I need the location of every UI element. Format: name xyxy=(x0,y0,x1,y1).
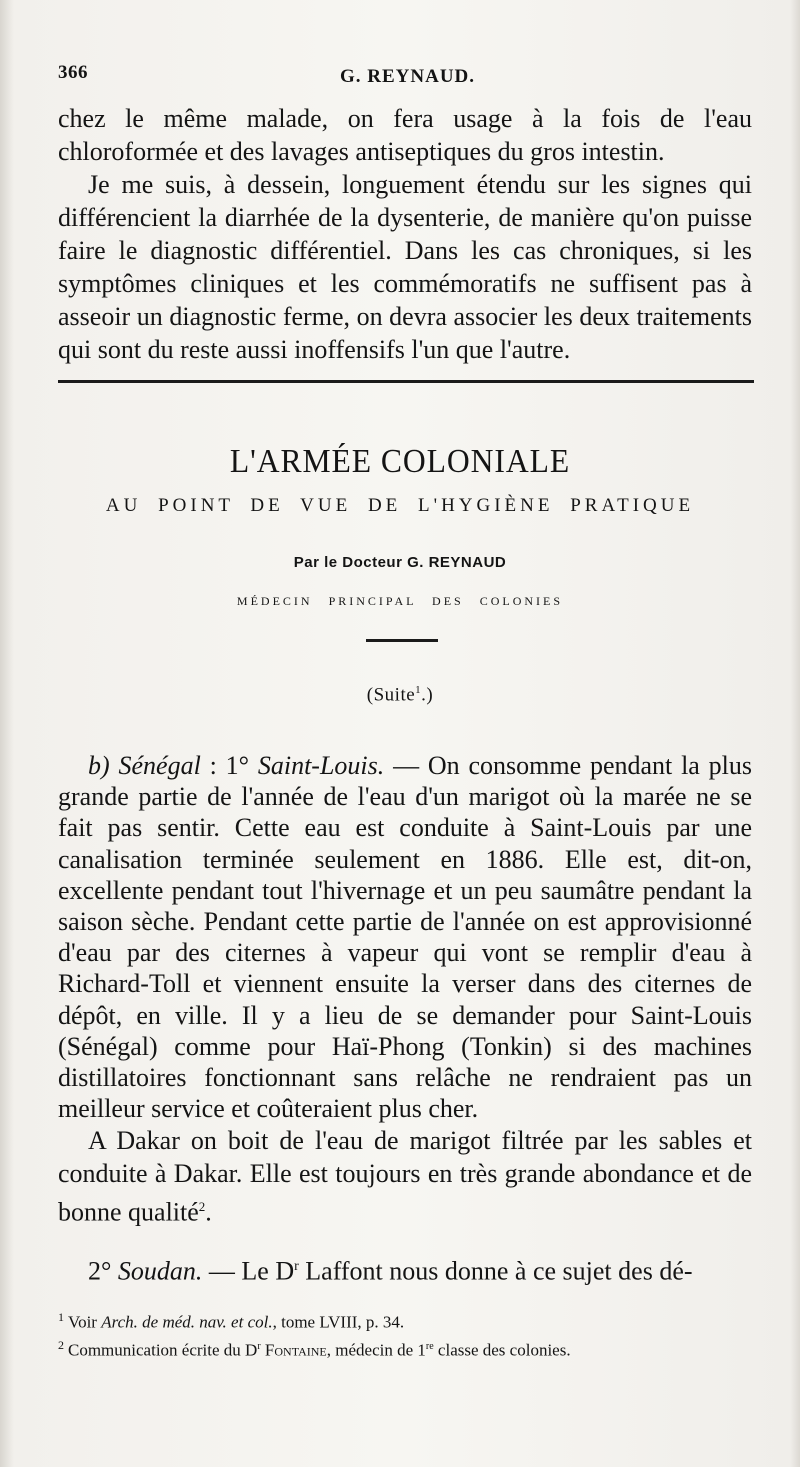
saint-louis-heading: Saint-Louis. xyxy=(257,751,385,780)
footnote-2-prefix: Communication écrite du D xyxy=(68,1340,258,1360)
soudan-body-cont: Laffont nous donne à ce sujet des dé- xyxy=(298,1256,693,1286)
doctor-abbrev-sup: r xyxy=(294,1259,299,1274)
senegal-separator: : 1° xyxy=(200,751,258,780)
dakar-body: A Dakar on boit de l'eau de marigot filtrée par les sables et conduite à Dakar. Elle est toujours en très grande abondance et de bonne qualité xyxy=(58,1126,752,1227)
page-number: 366 xyxy=(58,62,88,83)
author-role: MÉDECIN PRINCIPAL DES COLONIES xyxy=(236,594,564,608)
soudan-body: — Le D xyxy=(202,1256,295,1286)
page-gutter-shadow xyxy=(0,0,14,1467)
suite-footnote-ref: 1 xyxy=(415,684,422,696)
suite-close: .) xyxy=(421,684,434,706)
senegal-heading: Sénégal xyxy=(118,751,201,780)
footnote-2-name: Fontaine xyxy=(264,1340,327,1360)
senegal-body: — On consomme pendant la plus grande partie de l'année de l'eau d'un marigot où la marée ne se fait pas sentir. Cette eau est conduite à Saint-Louis par une canalisation terminée seulement en 1886. Elle est, dit-on, excellente pendant tout l'hivernage et un peu saumâtre pendant la saison sèche. Pendant cette partie de l'année on est approvisionné d'eau par des citernes à vapeur qui vont se remplir d'eau à Richard-Toll et viennent ensuite la verser dans des citernes de dépôt, en ville. Il y a lieu de se demander pour Saint-Louis (Sénégal) comme pour Haï-Phong (Tonkin) si des machines distillatoires fonctionnant sans relâche ne rendraient pas un meilleur service et coûteraient plus cher. xyxy=(58,751,752,1124)
senegal-paragraph xyxy=(58,750,752,1124)
footnote-1-suffix: , tome LVIII, p. 34. xyxy=(272,1312,405,1332)
footnotes xyxy=(58,1306,752,1361)
section-divider xyxy=(58,380,754,383)
dakar-section xyxy=(58,1124,752,1229)
soudan-number: 2° xyxy=(88,1256,112,1286)
continuation-note xyxy=(0,684,800,706)
intro-paragraph-1: chez le même malade, on fera usage à la fois de l'eau chloroformée et des lavages antiseptiques du gros intestin. xyxy=(58,104,752,166)
dakar-footnote-ref: 2 xyxy=(198,1199,206,1214)
footnote-1-label: 1 xyxy=(58,1310,64,1324)
article-subtitle: AU POINT DE VUE DE L'HYGIÈNE PRATIQUE xyxy=(105,495,695,516)
article-title: L'ARMÉE COLONIALE xyxy=(229,443,571,480)
soudan-heading: Soudan. xyxy=(117,1256,203,1286)
footnote-1-journal: Arch. de méd. nav. et col. xyxy=(101,1312,273,1332)
intro-text xyxy=(58,102,752,366)
soudan-section xyxy=(58,1250,752,1288)
footnote-2-suffix: classe des colonies. xyxy=(433,1340,571,1360)
author-line: Par le Docteur G. REYNAUD xyxy=(293,554,507,571)
footnote-2-mid: , médecin de 1 xyxy=(326,1340,426,1360)
dakar-paragraph xyxy=(58,1124,752,1229)
intro-paragraph-2: Je me suis, à dessein, longuement étendu sur les signes qui différencient la diarrhée de la dysenterie, de manière qu'on puisse faire le diagnostic différentiel. Dans les cas chroniques, si les symptômes cliniques et les commémoratifs ne suffisent pas à asseoir un diagnostic ferme, on devra associer les deux traitements qui sont du reste aussi inoffensifs l'un que l'autre. xyxy=(58,170,752,364)
footnote-1-prefix: Voir xyxy=(68,1312,102,1332)
footnote-1 xyxy=(58,1306,752,1334)
soudan-paragraph xyxy=(58,1250,752,1288)
footnote-2-label: 2 xyxy=(58,1337,64,1352)
suite-label: (Suite xyxy=(366,684,416,706)
section-label: b) xyxy=(88,751,110,780)
running-head xyxy=(0,62,800,90)
footnote-2-sup: r xyxy=(257,1340,261,1352)
page-edge-shadow xyxy=(790,0,800,1467)
footnote-2-sup2: re xyxy=(425,1340,434,1352)
dakar-end: . xyxy=(205,1197,212,1227)
senegal-section xyxy=(58,750,752,1124)
running-title: G. REYNAUD. xyxy=(340,66,476,87)
footnote-2 xyxy=(58,1334,752,1362)
title-rule xyxy=(366,639,438,642)
